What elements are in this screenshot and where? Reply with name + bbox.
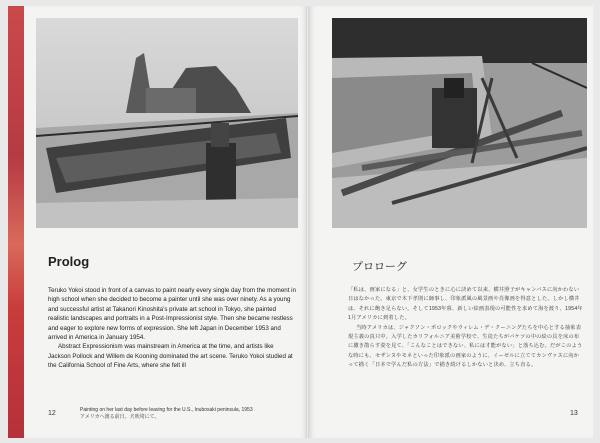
caption-english: Painting on her last day before leaving for the U.S., Inubosaki peninsula, 1953: [80, 407, 253, 413]
paragraph: 「私は、画家になる」と、女学生のときに心に決めて以来、横井照子がキャンバスに向かわない日はなかった。東京で木下孝則に師事し、印象派風の風景画や肖像画を得意とした。しかし横井は、それに飽き足らない。そして1953年暮、新しい絵画表現の可能性を求めて海を渡り、1954年1月アメリカに到着した。: [348, 287, 583, 322]
section-heading: Prolog: [48, 254, 90, 269]
right-page: [308, 6, 593, 438]
page-number: 12: [48, 410, 56, 417]
paragraph: Abstract Expressionism was mainstream in America at the time, and artists like Jackson Pollock and Willem de Kooning dominated the art scene. Teruko Yokoi studied at the California School of Fine Arts, where she felt ill: [48, 343, 293, 370]
photo-boats-on-beach: [36, 18, 298, 228]
paragraph: 当時アメリカは、ジャクソン・ポロックやウィレム・デ・クーニングたちを中心とする抽象表現主義の真只中。入学したカリフォルニア美術学校で、生徒たちがバケツの中の絵の具を床の布に撒き散らす姿を見て、「こんなことはできない、私には才能がない」と落ち込む。だがこのような時にも、セザンヌやモネといった印象派の画家のように、イーゼルに立ててカンヴァスに向かって描く「日本で学んだ私の方法」で描き続けるしかないと決め、立ち直る。: [348, 324, 583, 369]
photo-painting-on-beach: [332, 18, 587, 228]
caption-japanese: アメリカへ渡る前日、犬吠埼にて。: [80, 414, 160, 420]
left-page: [8, 6, 308, 438]
photo-caption: [80, 407, 300, 421]
open-booklet: [8, 6, 593, 438]
page-number: 13: [570, 410, 578, 417]
section-heading-japanese: プロローグ: [352, 261, 407, 273]
cover-edge: [8, 6, 24, 438]
paragraph: Teruko Yokoi stood in front of a canvas to paint nearly every single day from the moment in high school when she decided to become a painter until she was over ninety. As a young and successful artist at Takanori Kinoshita’s private art school in Tokyo, she painted realistic landscapes and portraits in a Post-Impressionist style. Then she became restless and eager to explore new forms of expression. She left Japan in December 1953 and arrived in America in January 1954.: [48, 287, 296, 342]
body-text: [48, 286, 296, 371]
body-text-japanese: [348, 286, 584, 371]
